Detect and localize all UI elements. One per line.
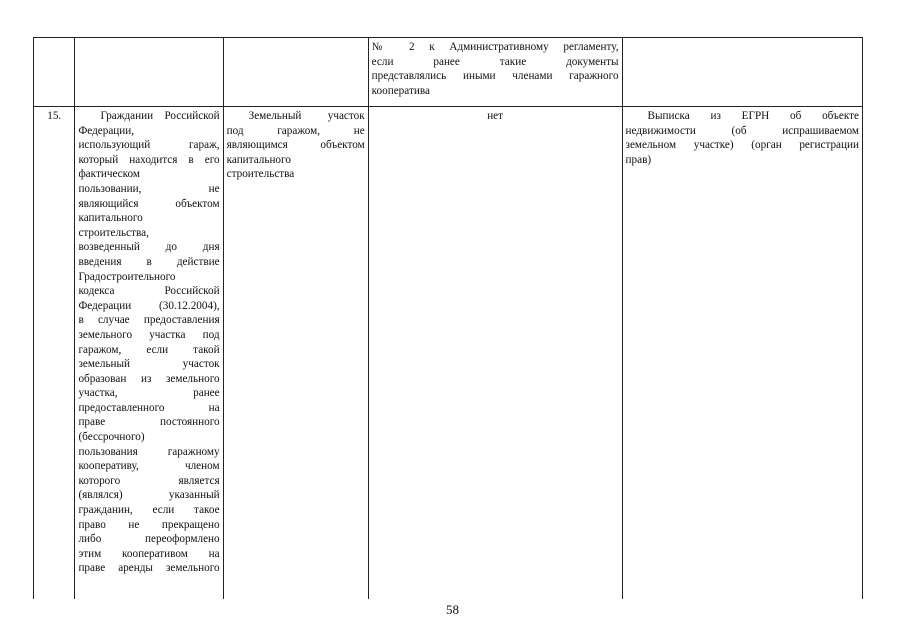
table-row-15 <box>34 107 863 600</box>
text-line: Выписка из ЕГРН об объекте <box>647 110 859 122</box>
cell-applicant-empty <box>75 38 223 107</box>
text-line: под гаражом, не <box>226 124 365 137</box>
text-line: возведенный до дня <box>78 241 220 254</box>
text-line: Федерации, <box>78 124 135 137</box>
cell-object-empty <box>223 38 368 107</box>
text-line: гаражом, если такой <box>78 343 220 356</box>
cell-provided-docs: нет <box>368 107 622 600</box>
document-table <box>33 37 863 600</box>
text-line: Федерации (30.12.2004), <box>78 299 220 312</box>
text-line: № 2 к Административному регламенту, <box>371 41 619 53</box>
text-line: (являлся) указанный <box>78 489 220 502</box>
text-line: пользовании, не <box>78 182 220 195</box>
text-line: право не прекращено <box>78 518 220 531</box>
cell-number-empty <box>34 38 75 107</box>
text-line: являющимся объектом <box>226 139 365 152</box>
text-line: если ранее такие документы <box>371 55 619 68</box>
text-line: Граждании Российской <box>100 110 220 122</box>
text-line: участка, ранее <box>78 387 220 400</box>
text-line: земельный участок <box>78 358 220 371</box>
text-line: земельном участке) (орган регистрации <box>625 139 859 152</box>
text-line: являющийся объектом <box>78 197 220 210</box>
text-line: праве аренды земельного <box>78 562 220 575</box>
text-line: которого является <box>78 474 220 487</box>
text-line: предоставленного на <box>78 401 220 414</box>
table-row-continuation <box>34 38 863 107</box>
text-line: в случае предоставления <box>78 314 220 327</box>
lines-top-col4 <box>372 40 619 98</box>
text-line: кооператива <box>371 84 430 97</box>
text-line: строительства, <box>78 226 149 239</box>
text-line: гражданин, если такое <box>78 504 220 517</box>
text-line: капитального <box>226 153 291 166</box>
text-line: земельного участка под <box>78 328 220 341</box>
text-line: который находится в его <box>78 153 220 166</box>
requested-docs-text <box>626 109 859 167</box>
cell-row-number: 15. <box>34 107 75 600</box>
cell-applicant <box>75 107 223 600</box>
text-line: образован из земельного <box>78 372 220 385</box>
applicant-text <box>78 109 219 576</box>
text-line: кодекса Российской <box>78 285 220 298</box>
text-line: прав) <box>625 153 652 166</box>
text-line: строительства <box>226 168 295 181</box>
text-line: кооперативу, членом <box>78 460 220 473</box>
cell-object <box>223 107 368 600</box>
text-line: либо переоформлено <box>78 533 220 546</box>
page-number: 58 <box>446 602 459 617</box>
text-line: Земельный участок <box>248 110 365 122</box>
text-line: введения в действие <box>78 255 220 268</box>
text-line: (бессрочного) <box>78 431 145 444</box>
text-line: капитального <box>78 212 143 225</box>
text-line: представлялись иными членами гаражного <box>371 70 619 83</box>
text-line: Градостроительного <box>78 270 176 283</box>
cell-requested-docs-empty <box>622 38 862 107</box>
text-line: недвижимости (об испрашиваемом <box>625 124 859 137</box>
object-text <box>227 109 365 182</box>
text-line: фактическом <box>78 168 140 181</box>
text-line: пользования гаражному <box>78 445 220 458</box>
cell-documents-continued <box>368 38 622 107</box>
text-line: праве постоянного <box>78 416 220 429</box>
cell-requested-docs <box>622 107 862 600</box>
text-line: использующий гараж, <box>78 139 220 152</box>
text-line: этим кооперативом на <box>78 547 220 560</box>
